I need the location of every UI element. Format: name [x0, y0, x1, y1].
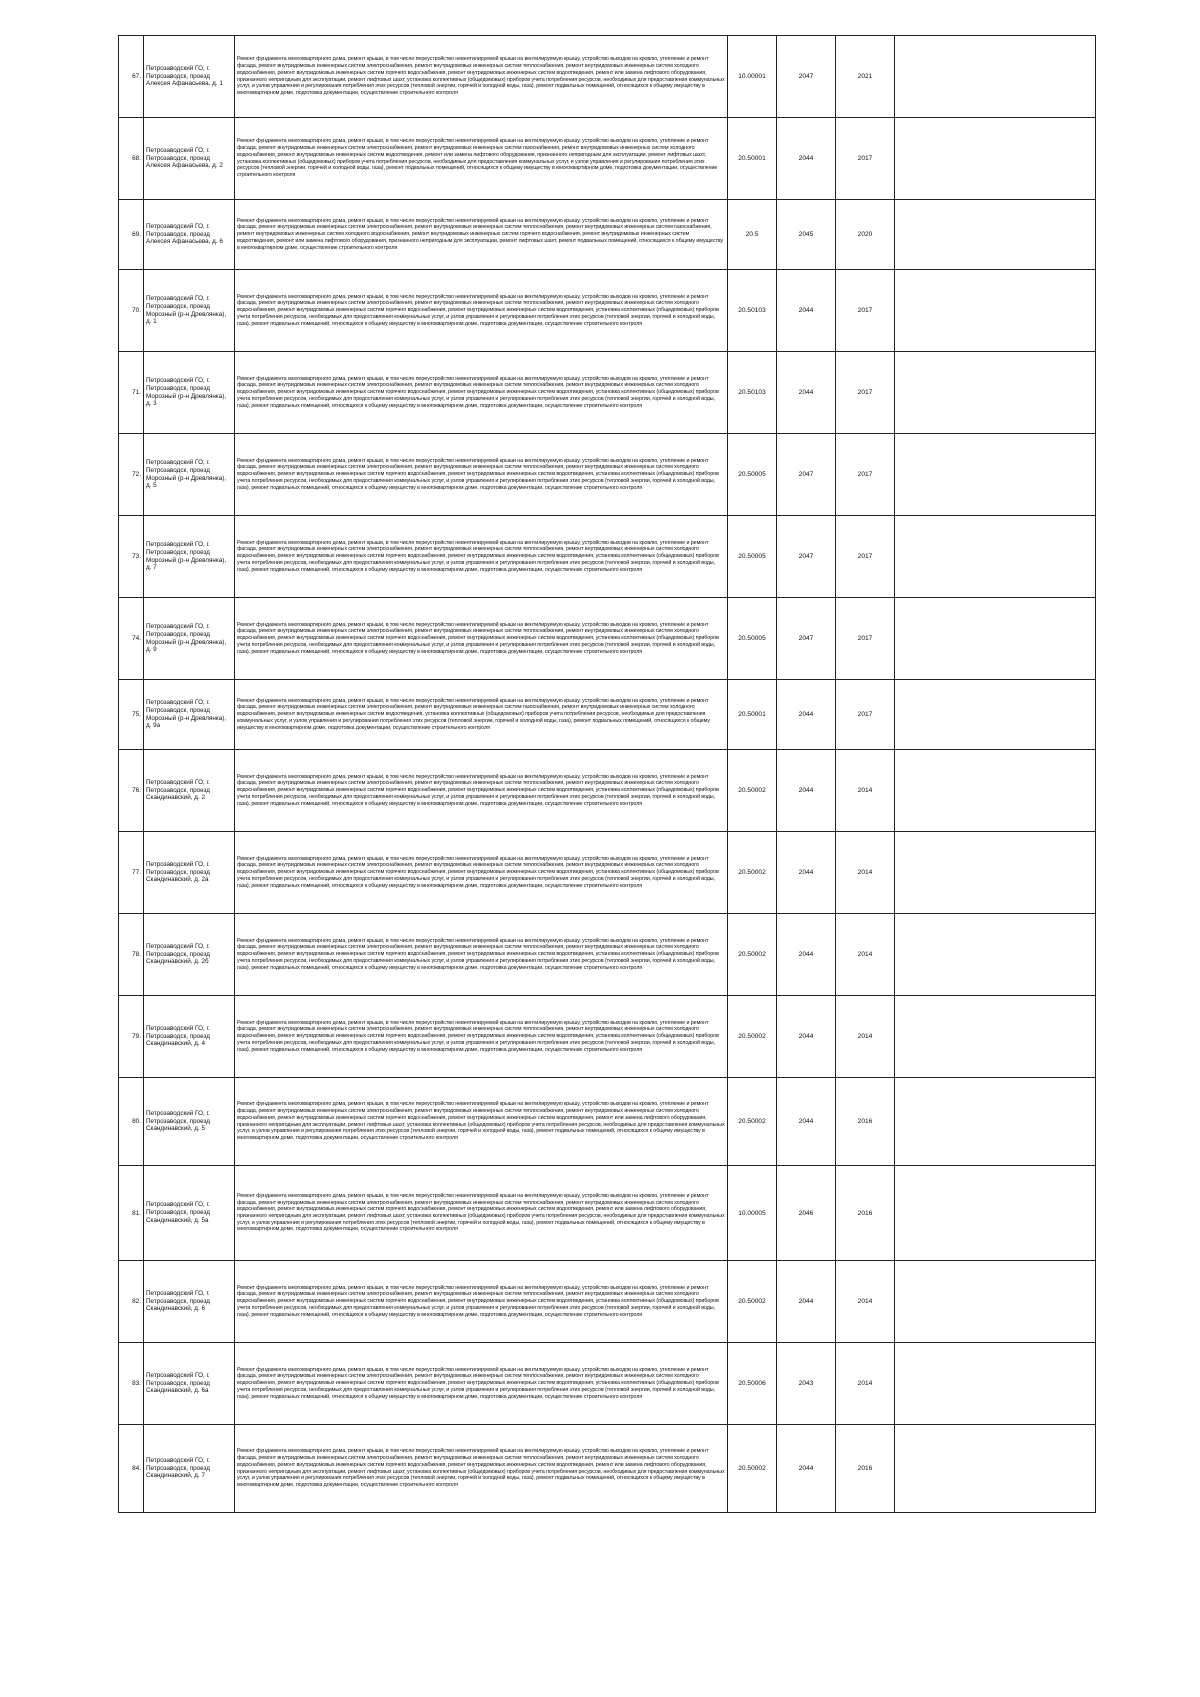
table-row [119, 1261, 1096, 1343]
repair-works-list: Ремонт фундамента многоквартирного дома, ремонт крыши, в том числе переустройство невентилируемой крыши на вентилируемую крышу, устройство выходов на кровлю, утепление и ремонт фасада, ремонт внутридомовых инженерных систем электроснабжения, ремонт внутридомовых инженерных систем теплоснабжения, ремонт внутридомовых инженерных систем холодного водоснабжения, ремонт внутридомовых инженерных систем горячего водоснабжения, ремонт внутридомовых инженерных систем водоотведения, установка коллективных (общедомовых) приборов учета потребления ресурсов, необходимых для предоставления коммунальных услуг, и узлов управления и регулирования потребления этих ресурсов (тепловой энергии, горячей и холодной воды, газа), ремонт подвальных помещений, относящихся к общему имуществу в многоквартирном доме, подготовка документации, осуществление строительного контроля [235, 270, 728, 352]
rate-value: 20.50002 [728, 1261, 777, 1343]
row-number: 81. [119, 1166, 144, 1261]
table-row [119, 1425, 1096, 1513]
rate-value: 20.50006 [728, 1343, 777, 1425]
year-value-a: 2047 [777, 434, 836, 516]
year-value-b: 2014 [836, 1261, 895, 1343]
repair-works-list: Ремонт фундамента многоквартирного дома, ремонт крыши, в том числе переустройство невентилируемой крыши на вентилируемую крышу, устройство выходов на кровлю, утепление и ремонт фасада, ремонт внутридомовых инженерных систем электроснабжения, ремонт внутридомовых инженерных систем теплоснабжения, ремонт внутридомовых инженерных систем холодного водоснабжения, ремонт внутридомовых инженерных систем горячего водоснабжения, ремонт внутридомовых инженерных систем водоотведения, установка коллективных (общедомовых) приборов учета потребления ресурсов, необходимых для предоставления коммунальных услуг, и узлов управления и регулирования потребления этих ресурсов (тепловой энергии, горячей и холодной воды, газа), ремонт подвальных помещений, относящихся к общему имуществу в многоквартирном доме, подготовка документации, осуществление строительного контроля [235, 1261, 728, 1343]
year-value-a: 2047 [777, 516, 836, 598]
empty-cell [895, 434, 1096, 516]
table-row [119, 914, 1096, 996]
house-address: Петрозаводский ГО, г. Петрозаводск, проезд Скандинавский, д. 6а [144, 1343, 235, 1425]
row-number: 67. [119, 36, 144, 118]
year-value-b: 2017 [836, 516, 895, 598]
house-address: Петрозаводский ГО, г. Петрозаводск, проезд Скандинавский, д. 5а [144, 1166, 235, 1261]
row-number: 68. [119, 118, 144, 200]
rate-value: 20.50002 [728, 1425, 777, 1513]
repair-works-list: Ремонт фундамента многоквартирного дома, ремонт крыши, в том числе переустройство невентилируемой крыши на вентилируемую крышу, устройство выходов на кровлю, утепление и ремонт фасада, ремонт внутридомовых инженерных систем электроснабжения, ремонт внутридомовых инженерных систем теплоснабжения, ремонт внутридомовых инженерных систем холодного водоснабжения, ремонт внутридомовых инженерных систем горячего водоснабжения, ремонт внутридомовых инженерных систем водоотведения, установка коллективных (общедомовых) приборов учета потребления ресурсов, необходимых для предоставления коммунальных услуг, и узлов управления и регулирования потребления этих ресурсов (тепловой энергии, горячей и холодной воды, газа), ремонт подвальных помещений, относящихся к общему имуществу в многоквартирном доме, подготовка документации, осуществление строительного контроля [235, 750, 728, 832]
table-row [119, 680, 1096, 750]
rate-value: 20.50005 [728, 434, 777, 516]
empty-cell [895, 1343, 1096, 1425]
rate-value: 20.50005 [728, 516, 777, 598]
year-value-b: 2014 [836, 996, 895, 1078]
row-number: 80. [119, 1078, 144, 1166]
house-address: Петрозаводский ГО, г. Петрозаводск, проезд Алексея Афанасьева, д. 6 [144, 200, 235, 270]
empty-cell [895, 270, 1096, 352]
year-value-a: 2044 [777, 680, 836, 750]
house-address: Петрозаводский ГО, г. Петрозаводск, проезд Морозный (р-н Древлянка), д. 7 [144, 516, 235, 598]
table-row [119, 270, 1096, 352]
table-row [119, 352, 1096, 434]
year-value-b: 2017 [836, 680, 895, 750]
row-number: 77. [119, 832, 144, 914]
register-table-body [119, 36, 1096, 1513]
scanned-document-page [118, 35, 1096, 1513]
empty-cell [895, 200, 1096, 270]
year-value-a: 2045 [777, 200, 836, 270]
repair-works-list: Ремонт фундамента многоквартирного дома, ремонт крыши, в том числе переустройство невентилируемой крыши на вентилируемую крышу, устройство выходов на кровлю, утепление и ремонт фасада, ремонт внутридомовых инженерных систем электроснабжения, ремонт внутридомовых инженерных систем теплоснабжения, ремонт внутридомовых инженерных систем холодного водоснабжения, ремонт внутридомовых инженерных систем горячего водоснабжения, ремонт внутридомовых инженерных систем водоотведения, установка коллективных (общедомовых) приборов учета потребления ресурсов, необходимых для предоставления коммунальных услуг, и узлов управления и регулирования потребления этих ресурсов (тепловой энергии, горячей и холодной воды, газа), ремонт подвальных помещений, относящихся к общему имуществу в многоквартирном доме, подготовка документации, осуществление строительного контроля [235, 516, 728, 598]
repair-works-list: Ремонт фундамента многоквартирного дома, ремонт крыши, в том числе переустройство невентилируемой крыши на вентилируемую крышу, устройство выходов на кровлю, утепление и ремонт фасада, ремонт внутридомовых инженерных систем электроснабжения, ремонт внутридомовых инженерных систем газоснабжения, ремонт внутридомовых инженерных систем холодного водоснабжения, ремонт внутридомовых инженерных систем водоотведения, установка коллективных (общедомовых) приборов учета потребления ресурсов, необходимых для предоставления коммунальных услуг, и узлов управления и регулирования потребления этих ресурсов (тепловой энергии, горячей и холодной воды, газа), ремонт подвальных помещений, относящихся к общему имуществу в многоквартирном доме, подготовка документации, осуществление строительного контроля [235, 680, 728, 750]
capital-repair-register-table [118, 35, 1096, 1513]
rate-value: 10.00001 [728, 36, 777, 118]
row-number: 84. [119, 1425, 144, 1513]
year-value-b: 2021 [836, 36, 895, 118]
year-value-b: 2014 [836, 1343, 895, 1425]
empty-cell [895, 1078, 1096, 1166]
repair-works-list: Ремонт фундамента многоквартирного дома, ремонт крыши, в том числе переустройство невентилируемой крыши на вентилируемую крышу, устройство выходов на кровлю, утепление и ремонт фасада, ремонт внутридомовых инженерных систем электроснабжения, ремонт внутридомовых инженерных систем теплоснабжения, ремонт внутридомовых инженерных систем холодного водоснабжения, ремонт внутридомовых инженерных систем горячего водоснабжения, ремонт внутридомовых инженерных систем водоотведения, ремонт или замена лифтового оборудования, признанного непригодным для эксплуатации, ремонт лифтовых шахт, установка коллективных (общедомовых) приборов учета потребления ресурсов, необходимых для предоставления коммунальных услуг, и узлов управления и регулирования потребления этих ресурсов (тепловой энергии, горячей и холодной воды, газа), ремонт подвальных помещений, относящихся к общему имуществу в многоквартирном доме, подготовка документации, осуществление строительного контроля [235, 1166, 728, 1261]
empty-cell [895, 1261, 1096, 1343]
table-row [119, 832, 1096, 914]
table-row [119, 118, 1096, 200]
rate-value: 20.50002 [728, 914, 777, 996]
table-row [119, 598, 1096, 680]
house-address: Петрозаводский ГО, г. Петрозаводск, проезд Скандинавский, д. 2 [144, 750, 235, 832]
year-value-b: 2017 [836, 118, 895, 200]
year-value-b: 2017 [836, 598, 895, 680]
year-value-b: 2017 [836, 270, 895, 352]
rate-value: 20.50001 [728, 680, 777, 750]
year-value-b: 2017 [836, 352, 895, 434]
house-address: Петрозаводский ГО, г. Петрозаводск, проезд Морозный (р-н Древлянка), д. 3 [144, 352, 235, 434]
table-row [119, 516, 1096, 598]
year-value-a: 2044 [777, 118, 836, 200]
empty-cell [895, 1425, 1096, 1513]
repair-works-list: Ремонт фундамента многоквартирного дома, ремонт крыши, в том числе переустройство невентилируемой крыши на вентилируемую крышу, устройство выходов на кровлю, утепление и ремонт фасада, ремонт внутридомовых инженерных систем электроснабжения, ремонт внутридомовых инженерных систем теплоснабжения, ремонт внутридомовых инженерных систем холодного водоснабжения, ремонт внутридомовых инженерных систем горячего водоснабжения, ремонт внутридомовых инженерных систем водоотведения, установка коллективных (общедомовых) приборов учета потребления ресурсов, необходимых для предоставления коммунальных услуг, и узлов управления и регулирования потребления этих ресурсов (тепловой энергии, горячей и холодной воды, газа), ремонт подвальных помещений, относящихся к общему имуществу в многоквартирном доме, подготовка документации, осуществление строительного контроля [235, 914, 728, 996]
row-number: 74. [119, 598, 144, 680]
year-value-b: 2016 [836, 1166, 895, 1261]
table-row [119, 1078, 1096, 1166]
table-row [119, 996, 1096, 1078]
empty-cell [895, 352, 1096, 434]
rate-value: 20.50103 [728, 352, 777, 434]
house-address: Петрозаводский ГО, г. Петрозаводск, проезд Скандинавский, д. 2а [144, 832, 235, 914]
house-address: Петрозаводский ГО, г. Петрозаводск, проезд Скандинавский, д. 4 [144, 996, 235, 1078]
year-value-a: 2044 [777, 1261, 836, 1343]
year-value-a: 2046 [777, 1166, 836, 1261]
table-row [119, 1166, 1096, 1261]
repair-works-list: Ремонт фундамента многоквартирного дома, ремонт крыши, в том числе переустройство невентилируемой крыши на вентилируемую крышу, устройство выходов на кровлю, утепление и ремонт фасада, ремонт внутридомовых инженерных систем электроснабжения, ремонт внутридомовых инженерных систем теплоснабжения, ремонт внутридомовых инженерных систем холодного водоснабжения, ремонт внутридомовых инженерных систем горячего водоснабжения, ремонт внутридомовых инженерных систем водоотведения, установка коллективных (общедомовых) приборов учета потребления ресурсов, необходимых для предоставления коммунальных услуг, и узлов управления и регулирования потребления этих ресурсов (тепловой энергии, горячей и холодной воды, газа), ремонт подвальных помещений, относящихся к общему имуществу в многоквартирном доме, подготовка документации, осуществление строительного контроля [235, 434, 728, 516]
house-address: Петрозаводский ГО, г. Петрозаводск, проезд Скандинавский, д. 5 [144, 1078, 235, 1166]
rate-value: 20.50002 [728, 832, 777, 914]
year-value-a: 2044 [777, 1078, 836, 1166]
rate-value: 20.50002 [728, 996, 777, 1078]
repair-works-list: Ремонт фундамента многоквартирного дома, ремонт крыши, в том числе переустройство невентилируемой крыши на вентилируемую крышу, устройство выходов на кровлю, утепление и ремонт фасада, ремонт внутридомовых инженерных систем электроснабжения, ремонт внутридомовых инженерных систем теплоснабжения, ремонт внутридомовых инженерных систем холодного водоснабжения, ремонт внутридомовых инженерных систем горячего водоснабжения, ремонт внутридомовых инженерных систем водоотведения, установка коллективных (общедомовых) приборов учета потребления ресурсов, необходимых для предоставления коммунальных услуг, и узлов управления и регулирования потребления этих ресурсов (тепловой энергии, горячей и холодной воды, газа), ремонт подвальных помещений, относящихся к общему имуществу в многоквартирном доме, подготовка документации, осуществление строительного контроля [235, 352, 728, 434]
year-value-a: 2044 [777, 270, 836, 352]
row-number: 75. [119, 680, 144, 750]
table-row [119, 1343, 1096, 1425]
empty-cell [895, 516, 1096, 598]
year-value-a: 2044 [777, 832, 836, 914]
rate-value: 20.50103 [728, 270, 777, 352]
row-number: 71. [119, 352, 144, 434]
empty-cell [895, 598, 1096, 680]
repair-works-list: Ремонт фундамента многоквартирного дома, ремонт крыши, в том числе переустройство невентилируемой крыши на вентилируемую крышу, устройство выходов на кровлю, утепление и ремонт фасада, ремонт внутридомовых инженерных систем электроснабжения, ремонт внутридомовых инженерных систем теплоснабжения, ремонт внутридомовых инженерных систем холодного водоснабжения, ремонт внутридомовых инженерных систем горячего водоснабжения, ремонт внутридомовых инженерных систем водоотведения, установка коллективных (общедомовых) приборов учета потребления ресурсов, необходимых для предоставления коммунальных услуг, и узлов управления и регулирования потребления этих ресурсов (тепловой энергии, горячей и холодной воды, газа), ремонт подвальных помещений, относящихся к общему имуществу в многоквартирном доме, подготовка документации, осуществление строительного контроля [235, 832, 728, 914]
house-address: Петрозаводский ГО, г. Петрозаводск, проезд Скандинавский, д. 7 [144, 1425, 235, 1513]
table-row [119, 434, 1096, 516]
year-value-b: 2016 [836, 1425, 895, 1513]
rate-value: 10.00005 [728, 1166, 777, 1261]
table-row [119, 200, 1096, 270]
year-value-a: 2044 [777, 750, 836, 832]
year-value-a: 2047 [777, 598, 836, 680]
year-value-a: 2044 [777, 352, 836, 434]
empty-cell [895, 750, 1096, 832]
empty-cell [895, 1166, 1096, 1261]
row-number: 78. [119, 914, 144, 996]
empty-cell [895, 680, 1096, 750]
repair-works-list: Ремонт фундамента многоквартирного дома, ремонт крыши, в том числе переустройство невентилируемой крыши на вентилируемую крышу, устройство выходов на кровлю, утепление и ремонт фасада, ремонт внутридомовых инженерных систем электроснабжения, ремонт внутридомовых инженерных систем теплоснабжения, ремонт внутридомовых инженерных систем холодного водоснабжения, ремонт внутридомовых инженерных систем горячего водоснабжения, ремонт внутридомовых инженерных систем водоотведения, ремонт или замена лифтового оборудования, признанного непригодным для эксплуатации, ремонт лифтовых шахт, установка коллективных (общедомовых) приборов учета потребления ресурсов, необходимых для предоставления коммунальных услуг, и узлов управления и регулирования потребления этих ресурсов (тепловой энергии, горячей и холодной воды, газа), ремонт подвальных помещений, относящихся к общему имуществу в многоквартирном доме, подготовка документации, осуществление строительного контроля [235, 36, 728, 118]
row-number: 70. [119, 270, 144, 352]
house-address: Петрозаводский ГО, г. Петрозаводск, проезд Морозный (р-н Древлянка), д. 9 [144, 598, 235, 680]
empty-cell [895, 914, 1096, 996]
repair-works-list: Ремонт фундамента многоквартирного дома, ремонт крыши, в том числе переустройство невентилируемой крыши на вентилируемую крышу, устройство выходов на кровлю, утепление и ремонт фасада, ремонт внутридомовых инженерных систем электроснабжения, ремонт внутридомовых инженерных систем газоснабжения, ремонт внутридомовых инженерных систем холодного водоснабжения, ремонт внутридомовых инженерных систем водоотведения, ремонт или замена лифтового оборудования, признанного непригодным для эксплуатации, ремонт лифтовых шахт, установка коллективных (общедомовых) приборов учета потребления ресурсов, необходимых для предоставления коммунальных услуг, и узлов управления и регулирования потребления этих ресурсов (тепловой энергии, горячей и холодной воды, газа), ремонт подвальных помещений, относящихся к общему имуществу в многоквартирном доме, подготовка документации, осуществление строительного контроля [235, 118, 728, 200]
empty-cell [895, 996, 1096, 1078]
rate-value: 20.5 [728, 200, 777, 270]
house-address: Петрозаводский ГО, г. Петрозаводск, проезд Скандинавский, д. 2б [144, 914, 235, 996]
row-number: 79. [119, 996, 144, 1078]
row-number: 82. [119, 1261, 144, 1343]
table-row [119, 750, 1096, 832]
repair-works-list: Ремонт фундамента многоквартирного дома, ремонт крыши, в том числе переустройство невентилируемой крыши на вентилируемую крышу, устройство выходов на кровлю, утепление и ремонт фасада, ремонт внутридомовых инженерных систем электроснабжения, ремонт внутридомовых инженерных систем теплоснабжения, ремонт внутридомовых инженерных систем газоснабжения, ремонт внутридомовых инженерных систем холодного водоснабжения, ремонт внутридомовых инженерных систем горячего водоснабжения, ремонт внутридомовых инженерных систем водоотведения, ремонт или замена лифтового оборудования, признанного непригодным для эксплуатации, ремонт лифтовых шахт, ремонт подвальных помещений, относящихся к общему имуществу в многоквартирном доме, осуществление строительного контроля [235, 200, 728, 270]
year-value-b: 2020 [836, 200, 895, 270]
year-value-b: 2016 [836, 1078, 895, 1166]
house-address: Петрозаводский ГО, г. Петрозаводск, проезд Морозный (р-н Древлянка), д. 9а [144, 680, 235, 750]
empty-cell [895, 118, 1096, 200]
repair-works-list: Ремонт фундамента многоквартирного дома, ремонт крыши, в том числе переустройство невентилируемой крыши на вентилируемую крышу, устройство выходов на кровлю, утепление и ремонт фасада, ремонт внутридомовых инженерных систем электроснабжения, ремонт внутридомовых инженерных систем теплоснабжения, ремонт внутридомовых инженерных систем холодного водоснабжения, ремонт внутридомовых инженерных систем горячего водоснабжения, ремонт внутридомовых инженерных систем водоотведения, установка коллективных (общедомовых) приборов учета потребления ресурсов, необходимых для предоставления коммунальных услуг, и узлов управления и регулирования потребления этих ресурсов (тепловой энергии, горячей и холодной воды, газа), ремонт подвальных помещений, относящихся к общему имуществу в многоквартирном доме, подготовка документации, осуществление строительного контроля [235, 1343, 728, 1425]
house-address: Петрозаводский ГО, г. Петрозаводск, проезд Алексея Афанасьева, д. 1 [144, 36, 235, 118]
row-number: 69. [119, 200, 144, 270]
rate-value: 20.50002 [728, 750, 777, 832]
empty-cell [895, 832, 1096, 914]
year-value-a: 2043 [777, 1343, 836, 1425]
year-value-b: 2017 [836, 434, 895, 516]
year-value-a: 2047 [777, 36, 836, 118]
row-number: 76. [119, 750, 144, 832]
year-value-a: 2044 [777, 996, 836, 1078]
row-number: 83. [119, 1343, 144, 1425]
year-value-b: 2014 [836, 750, 895, 832]
rate-value: 20.50002 [728, 1078, 777, 1166]
repair-works-list: Ремонт фундамента многоквартирного дома, ремонт крыши, в том числе переустройство невентилируемой крыши на вентилируемую крышу, устройство выходов на кровлю, утепление и ремонт фасада, ремонт внутридомовых инженерных систем электроснабжения, ремонт внутридомовых инженерных систем теплоснабжения, ремонт внутридомовых инженерных систем холодного водоснабжения, ремонт внутридомовых инженерных систем горячего водоснабжения, ремонт внутридомовых инженерных систем водоотведения, ремонт или замена лифтового оборудования, признанного непригодным для эксплуатации, ремонт лифтовых шахт, установка коллективных (общедомовых) приборов учета потребления ресурсов, необходимых для предоставления коммунальных услуг, и узлов управления и регулирования потребления этих ресурсов (тепловой энергии, горячей и холодной воды, газа), ремонт подвальных помещений, относящихся к общему имуществу в многоквартирном доме, подготовка документации, осуществление строительного контроля [235, 1078, 728, 1166]
house-address: Петрозаводский ГО, г. Петрозаводск, проезд Морозный (р-н Древлянка), д. 1 [144, 270, 235, 352]
row-number: 73. [119, 516, 144, 598]
year-value-b: 2014 [836, 832, 895, 914]
empty-cell [895, 36, 1096, 118]
repair-works-list: Ремонт фундамента многоквартирного дома, ремонт крыши, в том числе переустройство невентилируемой крыши на вентилируемую крышу, устройство выходов на кровлю, утепление и ремонт фасада, ремонт внутридомовых инженерных систем электроснабжения, ремонт внутридомовых инженерных систем теплоснабжения, ремонт внутридомовых инженерных систем холодного водоснабжения, ремонт внутридомовых инженерных систем горячего водоснабжения, ремонт внутридомовых инженерных систем водоотведения, установка коллективных (общедомовых) приборов учета потребления ресурсов, необходимых для предоставления коммунальных услуг, и узлов управления и регулирования потребления этих ресурсов (тепловой энергии, горячей и холодной воды, газа), ремонт подвальных помещений, относящихся к общему имуществу в многоквартирном доме, подготовка документации, осуществление строительного контроля [235, 996, 728, 1078]
year-value-a: 2044 [777, 1425, 836, 1513]
rate-value: 20.50005 [728, 598, 777, 680]
year-value-b: 2014 [836, 914, 895, 996]
repair-works-list: Ремонт фундамента многоквартирного дома, ремонт крыши, в том числе переустройство невентилируемой крыши на вентилируемую крышу, устройство выходов на кровлю, утепление и ремонт фасада, ремонт внутридомовых инженерных систем электроснабжения, ремонт внутридомовых инженерных систем теплоснабжения, ремонт внутридомовых инженерных систем холодного водоснабжения, ремонт внутридомовых инженерных систем горячего водоснабжения, ремонт внутридомовых инженерных систем водоотведения, ремонт или замена лифтового оборудования, признанного непригодным для эксплуатации, ремонт лифтовых шахт, установка коллективных (общедомовых) приборов учета потребления ресурсов, необходимых для предоставления коммунальных услуг, и узлов управления и регулирования потребления этих ресурсов (тепловой энергии, горячей и холодной воды, газа), ремонт подвальных помещений, относящихся к общему имуществу в многоквартирном доме, подготовка документации, осуществление строительного контроля [235, 1425, 728, 1513]
row-number: 72. [119, 434, 144, 516]
table-row [119, 36, 1096, 118]
year-value-a: 2044 [777, 914, 836, 996]
house-address: Петрозаводский ГО, г. Петрозаводск, проезд Морозный (р-н Древлянка), д. 5 [144, 434, 235, 516]
house-address: Петрозаводский ГО, г. Петрозаводск, проезд Скандинавский, д. 6 [144, 1261, 235, 1343]
rate-value: 20.50001 [728, 118, 777, 200]
house-address: Петрозаводский ГО, г. Петрозаводск, проезд Алексея Афанасьева, д. 2 [144, 118, 235, 200]
repair-works-list: Ремонт фундамента многоквартирного дома, ремонт крыши, в том числе переустройство невентилируемой крыши на вентилируемую крышу, устройство выходов на кровлю, утепление и ремонт фасада, ремонт внутридомовых инженерных систем электроснабжения, ремонт внутридомовых инженерных систем теплоснабжения, ремонт внутридомовых инженерных систем холодного водоснабжения, ремонт внутридомовых инженерных систем горячего водоснабжения, ремонт внутридомовых инженерных систем водоотведения, установка коллективных (общедомовых) приборов учета потребления ресурсов, необходимых для предоставления коммунальных услуг, и узлов управления и регулирования потребления этих ресурсов (тепловой энергии, горячей и холодной воды, газа), ремонт подвальных помещений, относящихся к общему имуществу в многоквартирном доме, подготовка документации, осуществление строительного контроля [235, 598, 728, 680]
